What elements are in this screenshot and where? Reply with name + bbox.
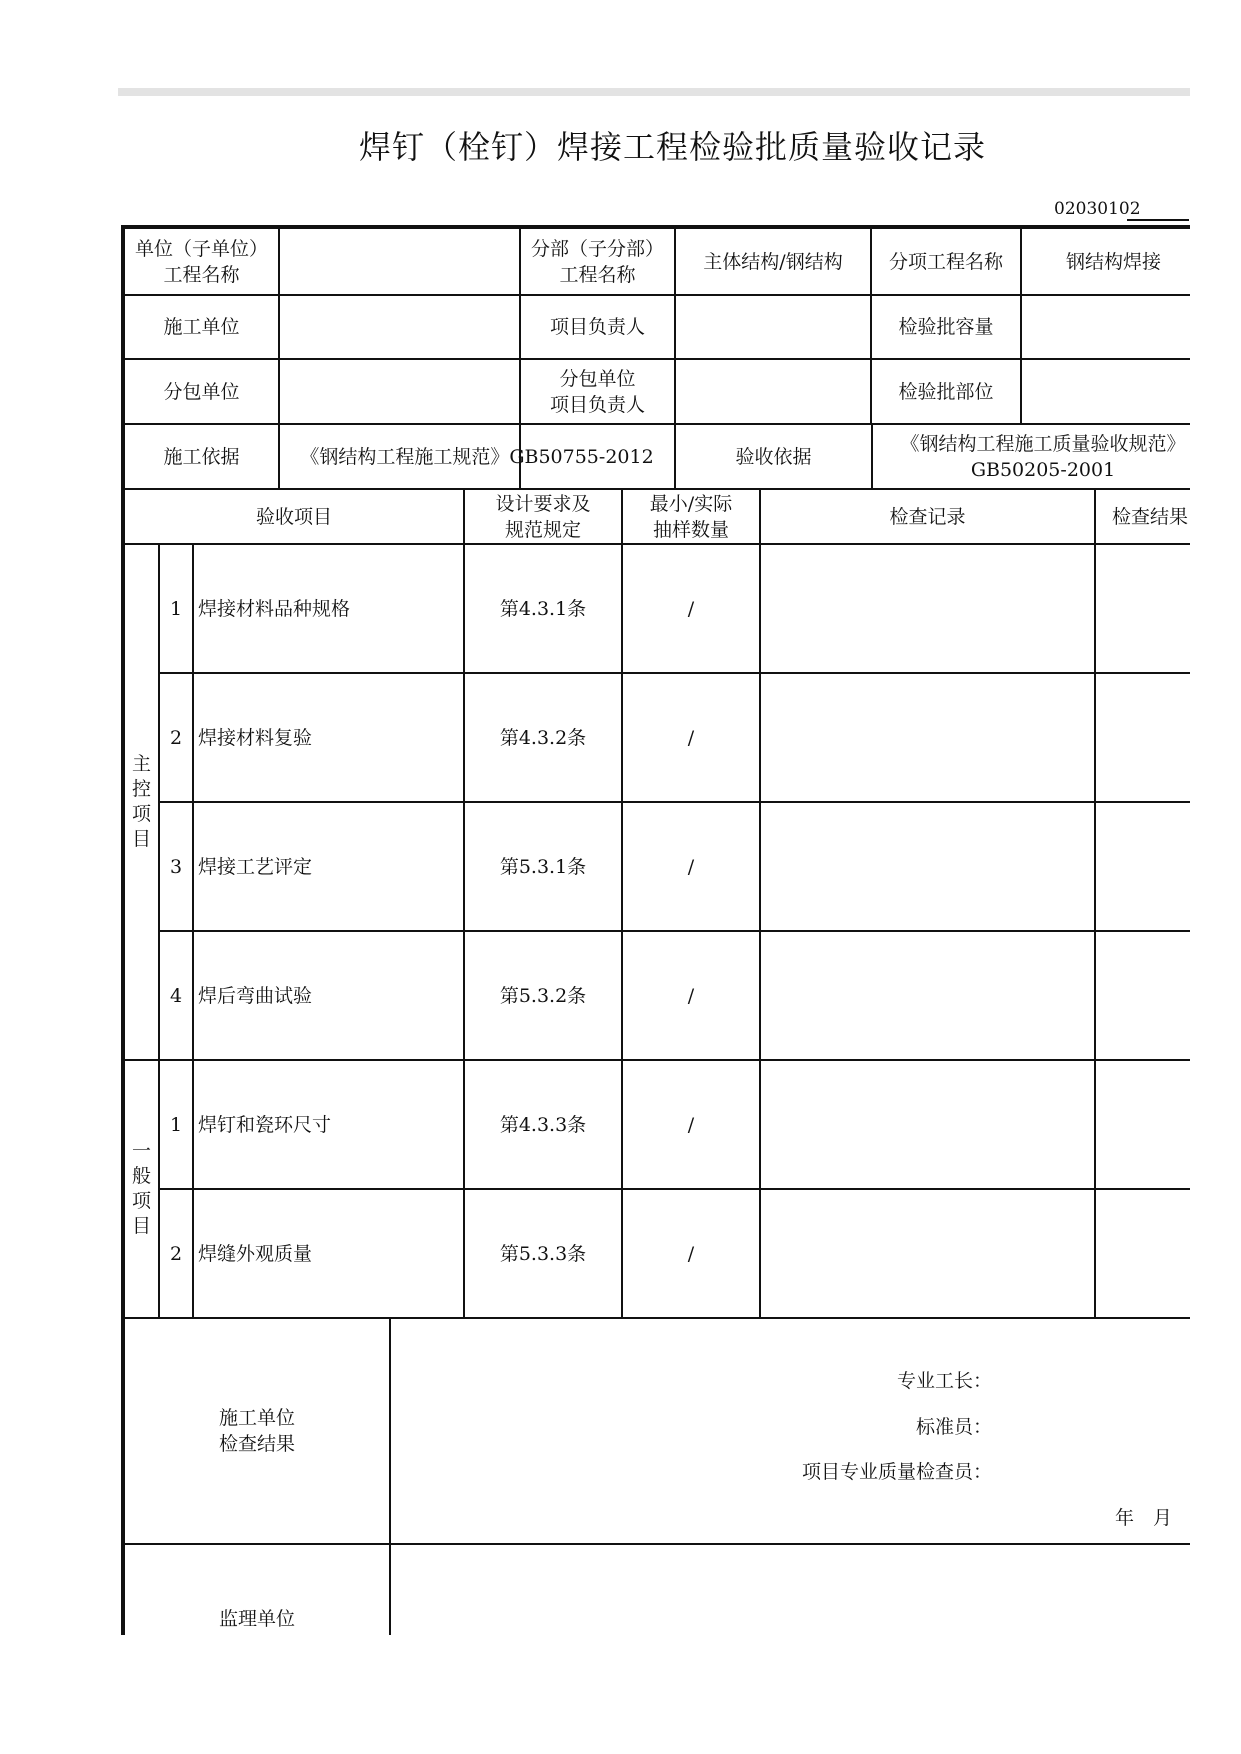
batch-location-value[interactable] — [1022, 360, 1190, 423]
subcontractor-label: 分包单位 — [163, 380, 240, 403]
unit-name-label: 单位（子单位） 工程名称 — [134, 237, 268, 286]
item-clause: 第5.3.2条 — [499, 984, 587, 1007]
item-number: 4 — [169, 984, 183, 1007]
grid-line — [123, 1543, 1190, 1545]
item-number: 2 — [169, 1242, 183, 1265]
unit-name-value[interactable] — [280, 229, 519, 294]
construction-basis-label: 施工依据 — [163, 445, 240, 468]
col-sample-quantity: 最小/实际 抽样数量 — [649, 492, 733, 541]
col-acceptance-item: 验收项目 — [255, 505, 332, 528]
item-sample: / — [687, 597, 695, 620]
item-number: 3 — [169, 855, 183, 878]
item-sample: / — [687, 1113, 695, 1136]
acceptance-basis-label: 验收依据 — [735, 445, 812, 468]
item-number: 1 — [169, 1113, 183, 1136]
division-name-label: 分部（子分部） 工程名称 — [530, 237, 664, 286]
item-clause: 第4.3.3条 — [499, 1113, 587, 1136]
construction-basis-value: 《钢结构工程施工规范》GB50755-2012 — [300, 445, 654, 468]
general-items-label: 一 般 项 目 — [131, 1140, 151, 1237]
col-inspection-result: 检查结果 — [1112, 505, 1189, 528]
project-manager-label: 项目负责人 — [549, 316, 645, 338]
subitem-name-value: 钢结构焊接 — [1066, 250, 1162, 273]
item-sample: / — [687, 726, 695, 749]
col-design-requirement: 设计要求及 规范规定 — [495, 492, 591, 541]
item-number: 2 — [169, 726, 183, 749]
batch-capacity-label: 检验批容量 — [898, 316, 994, 338]
acceptance-basis-value: 《钢结构工程施工质量验收规范》 GB50205-2001 — [900, 432, 1186, 481]
item-clause: 第4.3.2条 — [499, 726, 587, 749]
item-clause: 第4.3.1条 — [499, 597, 587, 620]
constructor-result-label: 施工单位 检查结果 — [218, 1407, 295, 1455]
col-inspection-record: 检查记录 — [889, 505, 966, 528]
constructor-label: 施工单位 — [163, 316, 240, 338]
division-name-value: 主体结构/钢结构 — [703, 250, 843, 273]
constructor-value[interactable] — [280, 296, 519, 358]
item-name: 焊接材料品种规格 — [198, 597, 351, 620]
sub-project-manager-label: 分包单位 项目负责人 — [549, 367, 645, 416]
item-name: 焊接工艺评定 — [198, 855, 313, 878]
item-name: 焊钉和瓷环尺寸 — [198, 1113, 332, 1136]
item-name: 焊接材料复验 — [198, 726, 313, 749]
item-name: 焊后弯曲试验 — [198, 984, 313, 1007]
item-sample: / — [687, 855, 695, 878]
batch-location-label: 检验批部位 — [898, 380, 994, 403]
subcontractor-value[interactable] — [280, 360, 519, 423]
item-sample: / — [687, 1242, 695, 1265]
grid-line — [389, 1317, 391, 1635]
sub-project-manager-value[interactable] — [676, 360, 870, 423]
batch-capacity-value[interactable] — [1022, 296, 1190, 358]
item-name: 焊缝外观质量 — [198, 1242, 313, 1265]
date-label: 年 月 — [1114, 1507, 1172, 1529]
project-manager-value[interactable] — [676, 296, 870, 358]
item-clause: 第5.3.1条 — [499, 855, 587, 878]
grid-line — [759, 488, 761, 1317]
quality-inspector-label: 项目专业质量检查员： — [801, 1461, 992, 1483]
grid-line — [1094, 488, 1096, 1317]
standard-officer-label: 标准员： — [915, 1416, 992, 1438]
form-code: 02030102 — [1054, 199, 1141, 219]
item-number: 1 — [169, 597, 183, 620]
supervisor-label: 监理单位 — [218, 1608, 295, 1630]
main-control-items-label: 主 控 项 目 — [131, 753, 151, 850]
foreman-label: 专业工长： — [896, 1370, 992, 1392]
item-sample: / — [687, 984, 695, 1007]
subitem-name-label: 分项工程名称 — [888, 250, 1003, 273]
form-title: 焊钉（栓钉）焊接工程检验批质量验收记录 — [358, 128, 986, 166]
item-clause: 第5.3.3条 — [499, 1242, 587, 1265]
